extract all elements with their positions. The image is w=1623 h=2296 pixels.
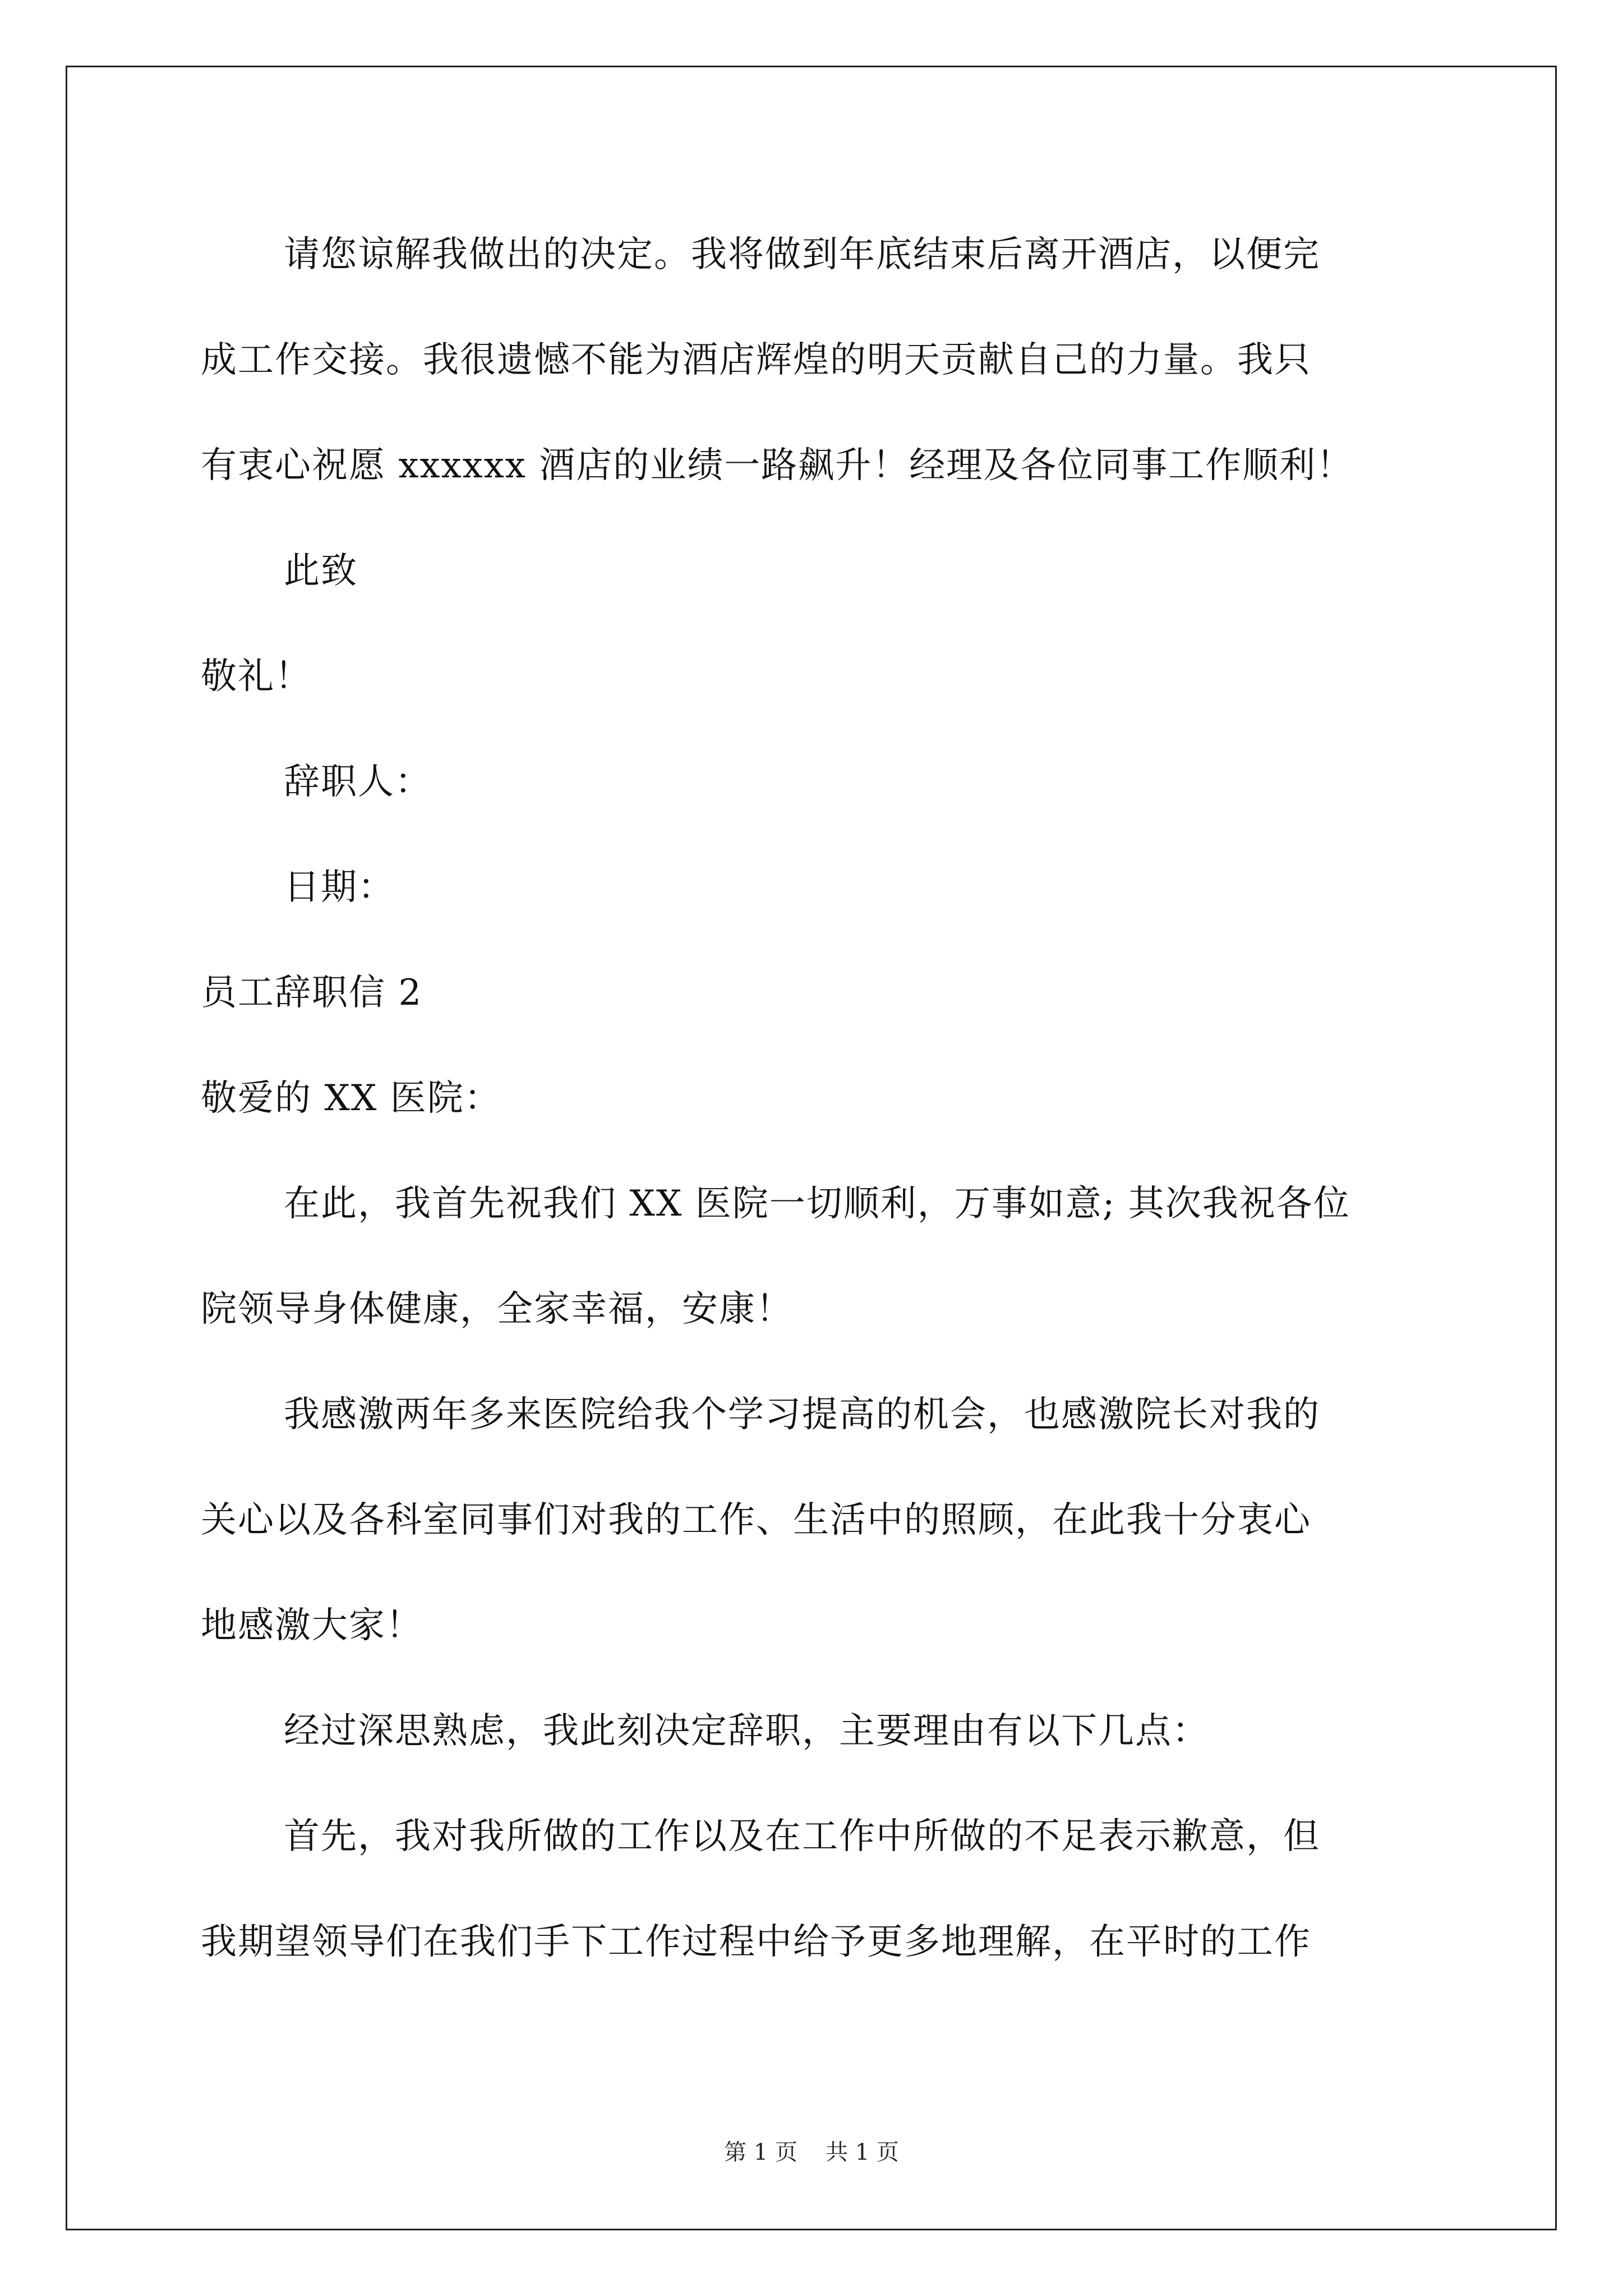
page-total: 共 1 页: [826, 2139, 899, 2165]
paragraph-line: 首先，我对我所做的工作以及在工作中所做的不足表示歉意，但: [284, 1816, 1320, 1857]
document-body: [201, 202, 1435, 1995]
letter-greeting: 敬爱的 XX 医院：: [201, 1078, 501, 1119]
closing-salutation: 此致: [284, 550, 358, 592]
page-number: 第 1 页: [724, 2139, 797, 2165]
paragraph-line: 地感激大家！: [201, 1605, 423, 1646]
paragraph-line: 院领导身体健康，全家幸福，安康！: [201, 1289, 793, 1330]
paragraph-line: 有衷心祝愿 xxxxxx 酒店的业绩一路飙升！经理及各位同事工作顺利！: [201, 445, 1354, 486]
paragraph-line: 成工作交接。我很遗憾不能为酒店辉煌的明天贡献自己的力量。我只: [201, 339, 1311, 381]
closing-regards: 敬礼！: [201, 656, 312, 697]
paragraph-line: 我期望领导们在我们手下工作过程中给予更多地理解，在平时的工作: [201, 1921, 1311, 1963]
paragraph-line: 请您谅解我做出的决定。我将做到年底结束后离开酒店，以便完: [284, 234, 1320, 275]
signature-line: 辞职人：: [284, 761, 432, 803]
paragraph-line: 经过深思熟虑，我此刻决定辞职，主要理由有以下几点：: [284, 1710, 1209, 1752]
section-title: 员工辞职信 2: [201, 972, 423, 1014]
page-footer: [0, 2134, 1623, 2166]
paragraph-line: 关心以及各科室同事们对我的工作、生活中的照顾，在此我十分衷心: [201, 1499, 1311, 1541]
paragraph-line: 在此，我首先祝我们 XX 医院一切顺利，万事如意; 其次我祝各位: [284, 1183, 1350, 1225]
paragraph-line: 我感激两年多来医院给我个学习提高的机会，也感激院长对我的: [284, 1394, 1320, 1435]
date-line: 日期：: [284, 867, 395, 908]
